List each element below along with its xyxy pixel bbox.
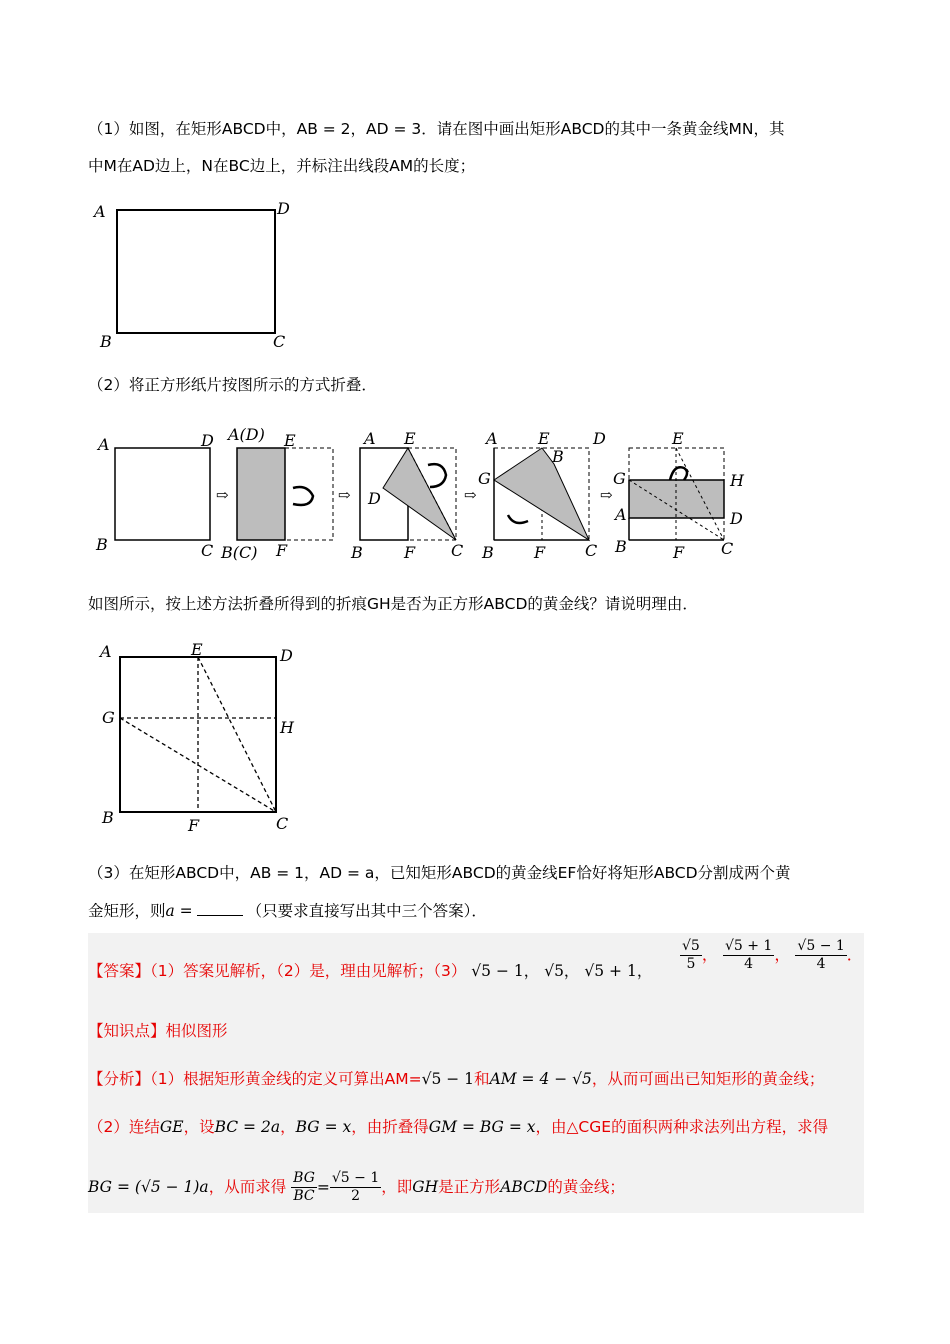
analysis-p2-bc: BC = 2a: [214, 1118, 281, 1136]
curved-arrow-icon: [293, 487, 313, 505]
knowledge-text: 相似图形: [165, 1022, 228, 1040]
s5-label-h: H: [730, 471, 744, 490]
analysis-p2-b: ，: [280, 1118, 296, 1136]
analysis-p3-c: 是正方形: [438, 1178, 501, 1196]
arrow-1-icon: ⇨: [216, 486, 229, 504]
q3-line1: （3）在矩形ABCD中，AB = 1，AD = a，已知矩形ABCD的黄金线EF恰好将矩形ABCD分割成两个黄: [88, 864, 791, 882]
fold-step-3: [350, 429, 463, 562]
s5-label-e: E: [672, 429, 684, 448]
analysis-p1-math1: √5 − 1: [421, 1070, 475, 1088]
s3-label-f: F: [404, 543, 416, 562]
analysis-p2-ge: GE: [159, 1118, 184, 1136]
analysis-p3-b: ，即: [381, 1178, 413, 1196]
analysis-p3-d: 的黄金线；: [547, 1178, 625, 1196]
answer-value-1: √5 − 1，: [471, 962, 540, 980]
s1-label-d: D: [201, 431, 214, 450]
s3-label-b: B: [351, 543, 363, 562]
analysis-label: 【分析】: [88, 1070, 151, 1088]
analysis-p3-math: BG = (√5 − 1)a: [88, 1178, 209, 1196]
q2b-line1: 如图所示，按上述方法折叠所得到的折痕GH是否为正方形ABCD的黄金线？请说明理由．: [88, 595, 698, 613]
f3-label-g: G: [102, 708, 115, 727]
analysis-p3-a: ，从而求得: [208, 1178, 287, 1196]
answer-line: [88, 960, 652, 982]
f3-label-b: B: [102, 808, 114, 827]
s4-label-e: E: [538, 429, 550, 448]
q1-line1: （1）如图，在矩形ABCD中，AB = 2，AD = 3．请在图中画出矩形ABCD的其中一条黄金线MN，其: [88, 120, 785, 138]
answer-blank[interactable]: [197, 901, 243, 916]
f3-label-c: C: [276, 814, 289, 833]
s2-label-ad: A(D): [228, 425, 265, 444]
s5-label-d: D: [730, 509, 743, 528]
s1-label-b: B: [96, 535, 108, 554]
answer-value-3: √5 + 1，: [584, 962, 653, 980]
analysis-p2-bg: BG = x: [295, 1118, 352, 1136]
rectangle-figure-1: [88, 195, 318, 355]
s2-label-bc: B(C): [221, 543, 258, 562]
analysis-p2-gm: GM = BG = x: [428, 1118, 536, 1136]
f3-label-f: F: [188, 816, 200, 835]
analysis-line-3: [88, 1170, 625, 1205]
s3-label-e: E: [404, 429, 416, 448]
arrow-4-icon: ⇨: [600, 486, 613, 504]
answer-fractions: [680, 938, 863, 973]
s5-label-a: A: [615, 505, 627, 524]
s5-label-g: G: [613, 469, 626, 488]
rectangle-abcd: [117, 210, 275, 333]
analysis-p2-c: ，由折叠得: [351, 1118, 429, 1136]
s4-label-b2: B: [552, 447, 564, 466]
analysis-p3-ratio: $\frac{BG}{BC}$: [293, 1170, 315, 1204]
s5-label-c: C: [721, 539, 734, 558]
answer-text: （1）答案见解析，（2）是，理由见解析；（3）: [150, 962, 467, 980]
analysis-p3-value: $\frac{√5 - 1}{2}$: [331, 1170, 380, 1204]
s2-label-e: E: [284, 431, 296, 450]
analysis-line-1: [88, 1068, 824, 1090]
label-a: A: [94, 202, 106, 221]
fraction-3: $\frac{√5 - 1}{4}$: [797, 938, 845, 972]
fold-step-2: [220, 425, 333, 562]
analysis-line-2: [88, 1116, 828, 1138]
label-b: B: [100, 332, 112, 351]
q3-line2-post: （只要求直接写出其中三个答案）．: [246, 902, 487, 920]
s2-label-f: F: [276, 541, 288, 560]
fraction-sep-2: ，: [774, 945, 791, 964]
s3-label-d: D: [368, 489, 381, 508]
s4-label-c: C: [585, 541, 598, 560]
q2-line1: （2）将正方形纸片按图所示的方式折叠．: [88, 376, 377, 394]
curved-arrow-icon: [508, 515, 528, 523]
analysis-p3-gh: GH: [412, 1178, 439, 1196]
analysis-p1-pre: （1）根据矩形黄金线的定义可算出AM=: [150, 1070, 422, 1088]
analysis-p2-pre: （2）连结: [88, 1118, 160, 1136]
q1-line2: 中M在AD边上，N在BC边上，并标注出线段AM的长度；: [88, 157, 476, 175]
q3-variable-a: a =: [165, 902, 193, 920]
f3-label-a: A: [100, 642, 112, 661]
curved-arrow-icon: [670, 467, 687, 480]
fold-step-5: [613, 429, 745, 562]
fold-step-1: [95, 431, 214, 560]
knowledge-label: 【知识点】: [88, 1022, 166, 1040]
analysis-p2-a: ，设: [183, 1118, 215, 1136]
q3-line2-pre: 金矩形，则: [88, 902, 166, 920]
fraction-sep-1: ，: [701, 945, 718, 964]
analysis-p3-abcd: ABCD: [500, 1178, 548, 1196]
s4-label-f: F: [534, 543, 546, 562]
analysis-p1-post: ，从而可画出已知矩形的黄金线；: [591, 1070, 825, 1088]
fold-step-4: [478, 429, 606, 562]
s4-label-b: B: [482, 543, 494, 562]
f3-label-h: H: [280, 718, 294, 737]
s1-label-c: C: [201, 541, 214, 560]
s5-label-f: F: [673, 543, 685, 562]
s3-label-c: C: [451, 541, 464, 560]
f3-label-d: D: [280, 646, 293, 665]
curved-arrow-icon: [428, 464, 446, 487]
s4-label-a: A: [486, 429, 498, 448]
analysis-p1-mid: 和: [474, 1070, 490, 1088]
knowledge-line: [88, 1020, 228, 1042]
q3-line2: [88, 900, 487, 922]
arrow-2-icon: ⇨: [338, 486, 351, 504]
s1-label-a: A: [98, 435, 110, 454]
folding-sequence-figure: [88, 420, 768, 575]
square-figure-3: [88, 635, 318, 840]
label-d: D: [277, 199, 290, 218]
s3-label-a: A: [364, 429, 376, 448]
label-c: C: [273, 332, 286, 351]
fraction-2: $\frac{√5 + 1}{4}$: [724, 938, 773, 972]
f3-label-e: E: [191, 640, 203, 659]
answer-end: ．: [846, 945, 863, 964]
s4-label-d: D: [593, 429, 606, 448]
s4-label-g: G: [478, 469, 491, 488]
analysis-p1-math2: AM = 4 − √5: [489, 1070, 592, 1088]
answer-value-2: √5，: [544, 962, 580, 980]
analysis-p3-eq: =: [316, 1178, 330, 1196]
arrow-3-icon: ⇨: [464, 486, 477, 504]
answer-label: 【答案】: [88, 962, 151, 980]
fraction-1: $\frac{√5}{5}$: [682, 938, 700, 972]
s5-label-b: B: [615, 537, 627, 556]
analysis-p2-d: ，由△CGE的面积两种求法列出方程，求得: [535, 1118, 829, 1136]
